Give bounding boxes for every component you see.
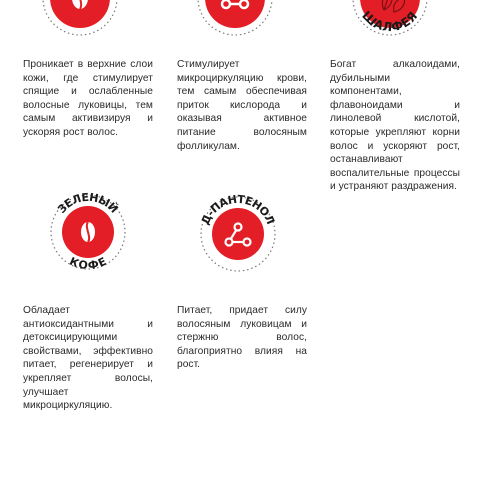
description-molecule-top: Стимулирует микроциркуляцию крови, тем самым обеспечивая приток кислорода и оказывая активное питание волосяным фолликулам. bbox=[177, 59, 307, 152]
d-panthenol-label: Д-ПАНТЕНОЛ bbox=[198, 192, 278, 227]
sage-label: ШАЛФЕЯ bbox=[359, 8, 421, 35]
description-d-panthenol: Питает, придает силу волосяным луковицам и стержню волос, благоприятно влияя на рост. bbox=[177, 305, 307, 371]
molecule-badge-top bbox=[195, 0, 275, 38]
description-coffee-top: Проникает в верхние слои кожи, где стимулирует спящие и ослабленные волосные луковицы, тем самым активизируя и ускоряя рост волос. bbox=[23, 59, 153, 138]
description-sage: Богат алкалоидами, дубильными компонентами, флавоноидами и линолевой кислотой, которые укрепляют корни волос и ускоряют рост, останавливают воспалительные процессы и устраняют раздражения. bbox=[330, 59, 460, 193]
description-green-coffee: Обладает антиоксидантными и детоксицирующими свойствами, эффективно питает, регенерирует и укрепляет волосы, улучшает микроциркуляцию. bbox=[23, 305, 153, 412]
coffee-bean-icon bbox=[81, 222, 95, 242]
green-coffee-label-top: ЗЕЛЕНЫЙ bbox=[55, 190, 121, 216]
sage-badge bbox=[350, 0, 430, 38]
green-coffee-badge bbox=[48, 192, 128, 272]
coffee-badge-top bbox=[40, 0, 120, 38]
green-coffee-label-bottom: КОФЕ bbox=[67, 254, 109, 273]
d-panthenol-badge bbox=[198, 194, 278, 274]
